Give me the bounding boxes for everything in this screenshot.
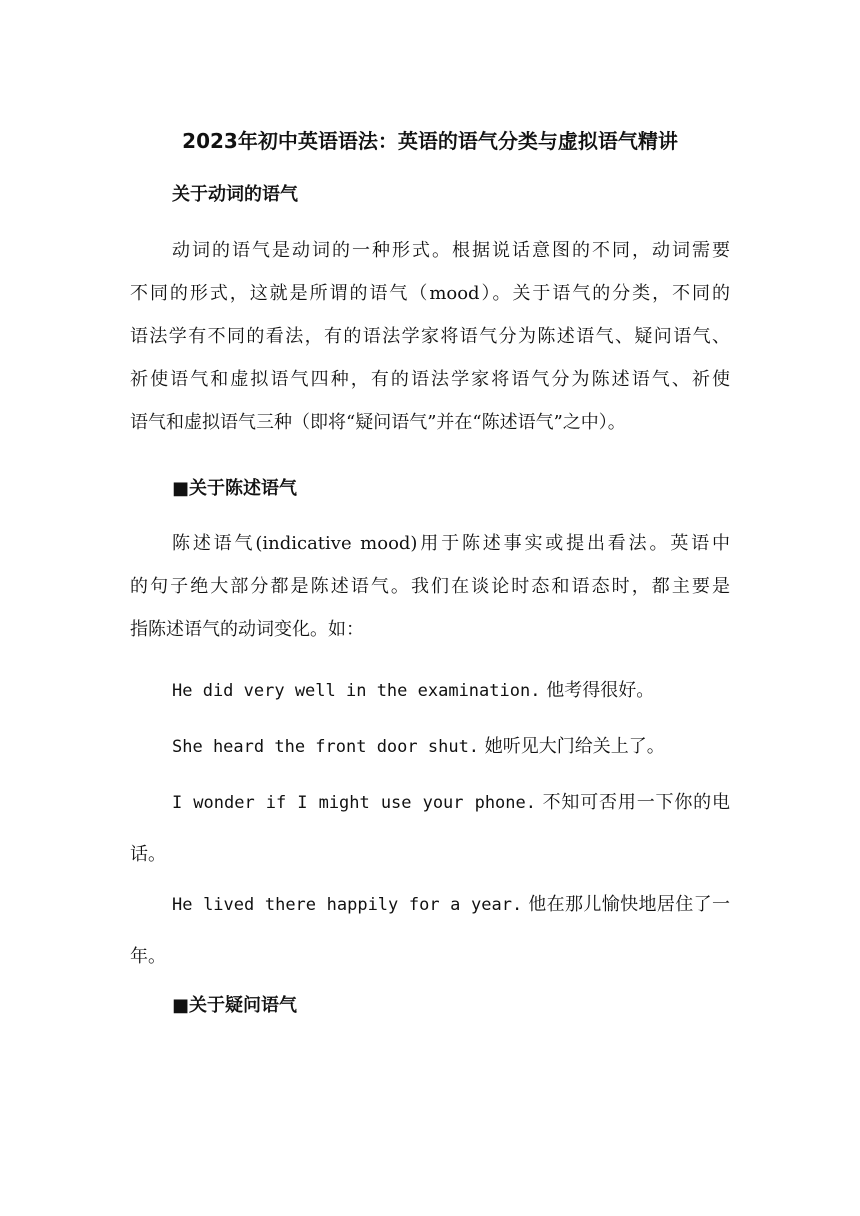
paragraph-line: 语法学有不同的看法，有的语法学家将语气分为陈述语气、疑问语气、 <box>130 326 730 347</box>
example-english: I wonder if I might use your phone. <box>172 793 536 813</box>
paragraph-line: 陈述语气(indicative mood)用于陈述事实或提出看法。英语中 <box>172 533 730 554</box>
example-english: She heard the front door shut. <box>172 737 480 757</box>
paragraph-verb-mood <box>130 229 730 444</box>
section-heading-indicative: ■关于陈述语气 <box>172 478 298 499</box>
paragraph-line: 的句子绝大部分都是陈述语气。我们在谈论时态和语态时，都主要是 <box>130 576 730 597</box>
example-chinese: 她听见大门给关上了。 <box>484 736 665 757</box>
section-heading-verb-mood: 关于动词的语气 <box>172 184 298 205</box>
example-chinese: 不知可否用一下你的电话。 <box>130 792 730 865</box>
section-heading-interrogative: ■关于疑问语气 <box>172 995 298 1016</box>
paragraph-line: 不同的形式，这就是所谓的语气（mood）。关于语气的分类，不同的 <box>130 283 730 304</box>
example-sentence <box>130 777 730 881</box>
paragraph-indicative <box>130 522 730 651</box>
example-sentence <box>130 879 730 983</box>
example-english: He did very well in the examination. <box>172 681 541 701</box>
example-chinese: 他考得很好。 <box>546 680 655 701</box>
paragraph-line: 动词的语气是动词的一种形式。根据说话意图的不同，动词需要 <box>172 240 730 261</box>
paragraph-line: 语气和虚拟语气三种（即将“疑问语气”并在“陈述语气”之中）。 <box>130 412 626 433</box>
document-title: 2023年初中英语语法：英语的语气分类与虚拟语气精讲 <box>182 129 678 153</box>
example-english: He lived there happily for a year. <box>172 895 523 915</box>
example-sentence <box>130 665 730 717</box>
paragraph-line: 指陈述语气的动词变化。如： <box>130 619 364 640</box>
paragraph-line: 祈使语气和虚拟语气四种，有的语法学家将语气分为陈述语气、祈使 <box>130 369 730 390</box>
example-sentence <box>130 721 730 773</box>
example-chinese: 他在那儿愉快地居住了一年。 <box>130 894 730 967</box>
